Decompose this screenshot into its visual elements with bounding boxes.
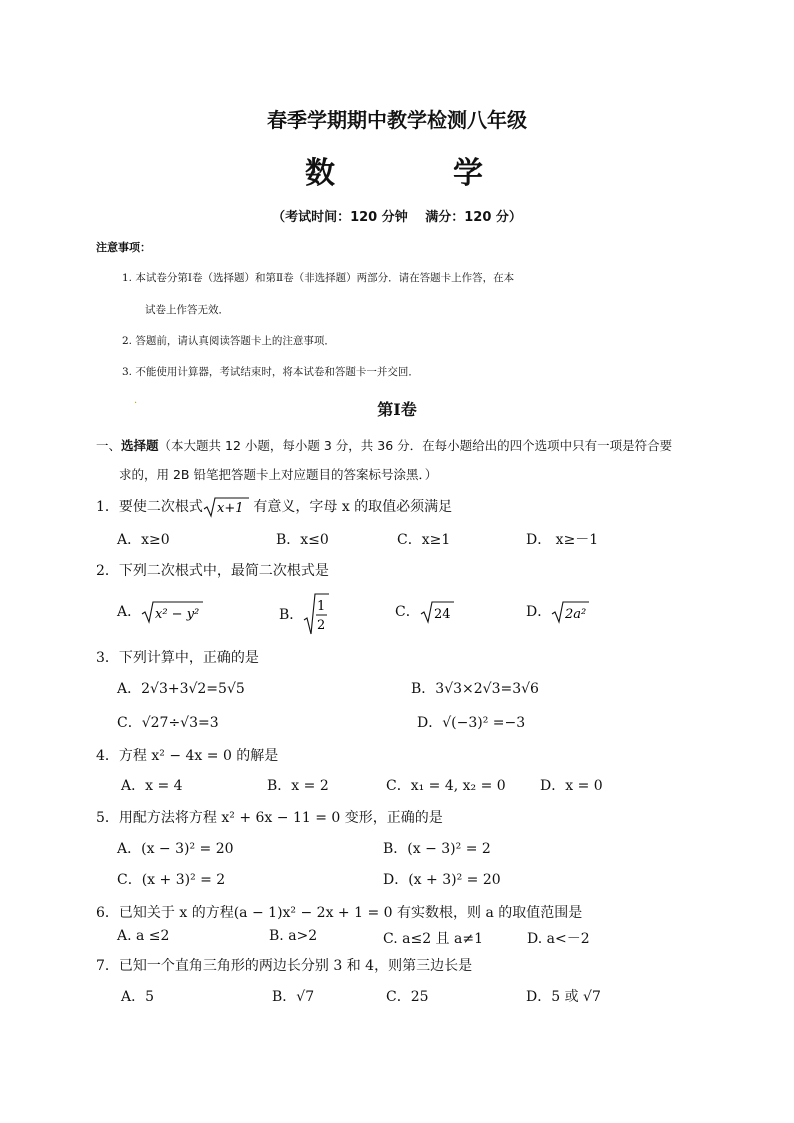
q5-option-c: C．(x + 3)² = 2 [117,872,226,888]
q2-option-d-label: D． [526,604,552,620]
q2-option-c [395,600,454,624]
q2-number: 2． [96,563,119,579]
q2-option-b [279,592,329,636]
section-name: 选择题 [121,438,159,453]
q6-option-a: A. a ≤2 [117,928,170,944]
q7-text: 已知一个直角三角形的两边长分别 3 和 4，则第三边长是 [118,958,473,974]
q2-text: 下列二次根式中，最简二次根式是 [118,563,329,579]
q2-option-c-label: C． [395,604,420,620]
q2-option-b-label: B． [279,607,304,623]
section-prefix: 一、 [96,438,122,453]
note-item: 1. 本试卷分第Ⅰ卷（选择题）和第Ⅱ卷（非选择题）两部分．请在答题卡上作答，在本 [122,272,515,284]
q3-option-b: B．3√3×2√3=3√6 [411,681,539,697]
q6-option-b: B. a>2 [269,928,318,944]
q2-option-a-label: A． [117,604,142,620]
q4-option-a: A．x = 4 [121,778,183,794]
q1-text-pre: 要使二次根式 [118,499,203,515]
q7-number: 7． [96,958,119,974]
q6-option-d: D. a<－2 [527,931,590,947]
q2-b-denominator: 2 [317,618,326,633]
q1-number: 1． [96,499,119,515]
notes-heading: 注意事项： [96,241,151,254]
subject-title: 数 学 [305,156,527,191]
q5-option-a: A．(x − 3)² = 20 [117,841,234,857]
q2-c-radicand: 24 [433,607,451,622]
exam-info: （考试时间：120 分钟 满分：120 分） [272,210,522,225]
note-item: 3. 不能使用计算器，考试结束时，将本试卷和答题卡一并交回． [122,366,419,378]
q7-option-a: A．5 [121,989,155,1005]
question-6 [96,902,582,922]
q1-radical [203,496,249,518]
q1-option-c: C．x≥1 [397,532,451,548]
q4-option-c: C．x₁ = 4, x₂ = 0 [386,778,506,794]
q2-b-radical [303,592,329,636]
q3-option-a: A．2√3+3√2=5√5 [117,681,245,697]
q6-option-c: C. a≤2 且 a≠1 [383,931,483,947]
section-desc-line2: 求的，用 2B 铅笔把答题卡上对应题目的答案标号涂黑．） [119,467,438,482]
q3-option-c: C．√27÷√3=3 [117,715,219,731]
question-4 [96,745,278,765]
q3-number: 3． [96,650,119,666]
question-1 [96,496,452,518]
q1-option-a: A．x≥0 [117,532,170,548]
exam-title: 春季学期期中教学检测八年级 [267,108,527,132]
q5-number: 5． [96,810,119,826]
q4-text: 方程 x² − 4x = 0 的解是 [118,748,279,764]
q1-option-b: B．x≤0 [276,532,329,548]
q2-d-radicand: 2a² [565,607,587,622]
q2-d-radical [551,600,589,624]
section-heading [96,436,672,454]
q1-text-post: 有意义，字母 x 的取值必须满足 [248,499,453,515]
note-item: 试卷上作答无效． [145,304,229,316]
q4-number: 4． [96,748,119,764]
q3-text: 下列计算中，正确的是 [118,650,259,666]
q5-option-b: B．(x − 3)² = 2 [383,841,491,857]
q2-b-numerator: 1 [317,599,326,614]
q6-number: 6． [96,905,119,921]
question-3 [96,647,259,667]
q5-option-d: D．(x + 3)² = 20 [383,872,501,888]
note-item: 2. 答题前，请认真阅读答题卡上的注意事项． [122,335,335,347]
question-2 [96,560,329,580]
q6-text: 已知关于 x 的方程(a − 1)x² − 2x + 1 = 0 有实数根，则 a 的取值范围是 [118,905,583,921]
q1-option-d: D． x≥－1 [526,532,599,548]
stray-dot: · [134,398,138,409]
q2-c-radical [420,600,454,624]
q2-a-radicand: x² − y² [155,607,200,622]
q2-option-d [526,600,589,624]
q7-option-b: B．√7 [272,989,315,1005]
question-7 [96,955,472,975]
q3-option-d: D．√(−3)² =−3 [417,715,526,731]
q4-option-d: D．x = 0 [540,778,603,794]
q4-option-b: B．x = 2 [267,778,329,794]
volume-heading: 第Ⅰ卷 [377,400,417,419]
question-5 [96,807,443,827]
q5-text: 用配方法将方程 x² + 6x − 11 = 0 变形，正确的是 [118,810,443,826]
q7-option-d: D．5 或 √7 [526,989,601,1005]
q2-a-radical [141,600,203,624]
section-desc: （本大题共 12 小题，每小题 3 分，共 36 分．在每小题给出的四个选项中只有一项是符合要 [158,438,673,453]
q2-option-a [117,600,203,624]
q1-radicand: x+1 [216,501,244,516]
q7-option-c: C．25 [386,989,429,1005]
